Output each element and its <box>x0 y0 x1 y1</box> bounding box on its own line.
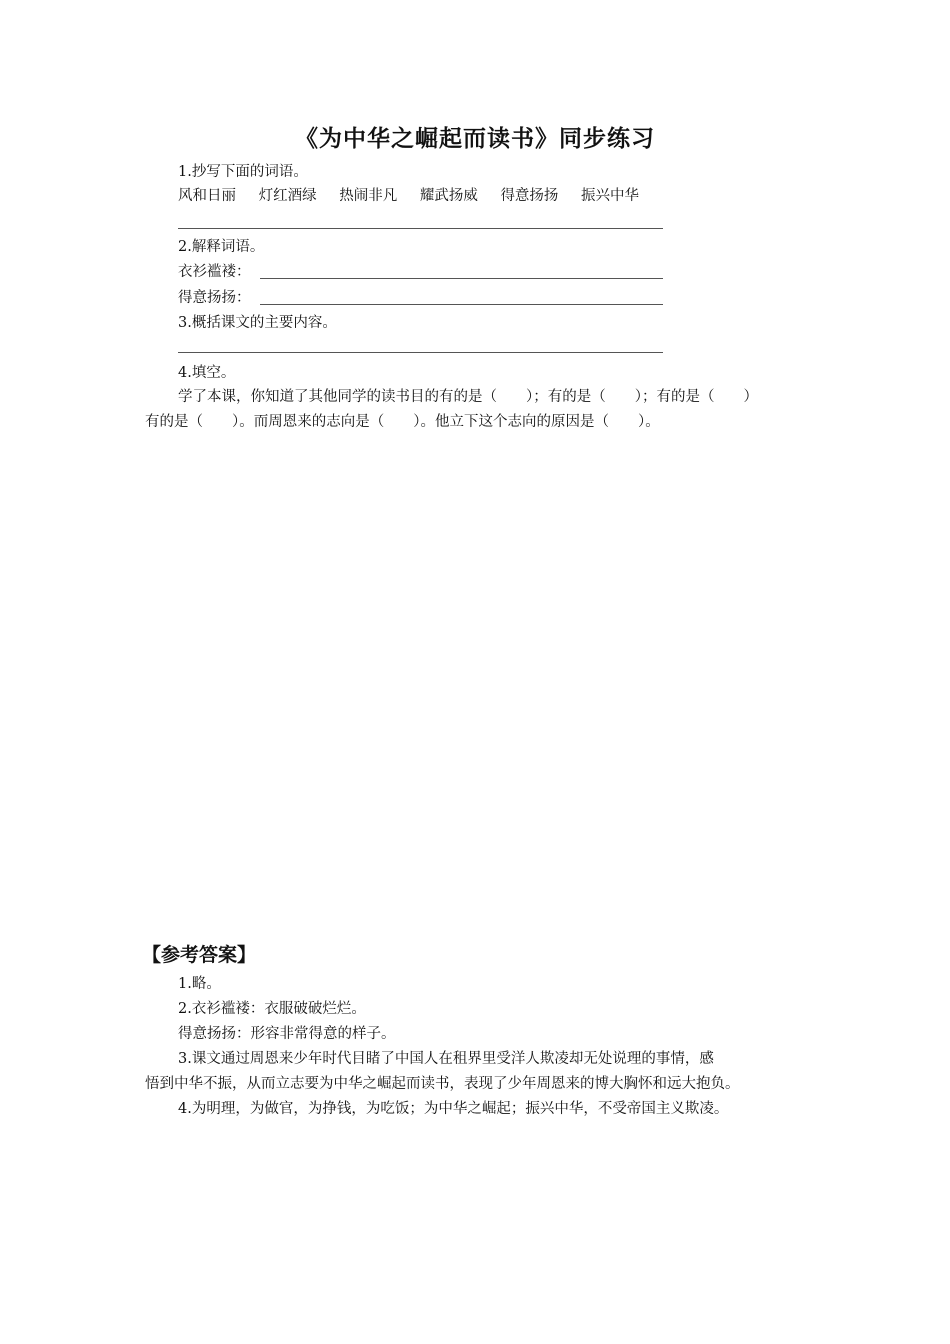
answers-heading: 【参考答案】 <box>142 944 257 966</box>
question-4-prompt: 4.填空。 <box>178 365 236 381</box>
answer-3-line-1: 3.课文通过周恩来少年时代目睹了中国人在租界里受洋人欺凌却无处说理的事情，感 <box>178 1051 714 1067</box>
question-2-item-1: 衣衫褴褛： <box>178 264 251 280</box>
word-4: 耀武扬威 <box>419 188 478 204</box>
answer-line-q1 <box>178 228 663 229</box>
answer-3-line-2: 悟到中华不振，从而立志要为中华之崛起而读书，表现了少年周恩来的博大胸怀和远大抱负。 <box>145 1076 740 1092</box>
answer-1: 1.略。 <box>178 976 221 992</box>
answer-2-line-2: 得意扬扬：形容非常得意的样子。 <box>178 1026 396 1042</box>
question-2-item-2: 得意扬扬： <box>178 290 251 306</box>
answer-line-q2-item-1 <box>260 278 663 279</box>
question-2-prompt: 2.解释词语。 <box>178 239 265 255</box>
question-1-words <box>178 187 639 205</box>
word-3: 热闹非凡 <box>339 188 398 204</box>
question-4-line-2: 有的是（ ）。而周恩来的志向是（ ）。他立下这个志向的原因是（ ）。 <box>145 414 660 430</box>
word-5: 得意扬扬 <box>500 188 559 204</box>
answer-line-q3 <box>178 352 663 353</box>
answer-line-q2-item-2 <box>260 304 663 305</box>
word-2: 灯红酒绿 <box>258 188 317 204</box>
answer-2-line-1: 2.衣衫褴褛：衣服破破烂烂。 <box>178 1001 366 1017</box>
question-1-prompt: 1.抄写下面的词语。 <box>178 164 308 180</box>
word-1: 风和日丽 <box>178 188 236 204</box>
page-title: 《为中华之崛起而读书》同步练习 <box>295 126 655 152</box>
word-6: 振兴中华 <box>581 188 640 204</box>
answer-4: 4.为明理，为做官，为挣钱，为吃饭；为中华之崛起；振兴中华，不受帝国主义欺凌。 <box>178 1101 729 1117</box>
question-4-line-1: 学了本课，你知道了其他同学的读书目的有的是（ ）；有的是（ ）；有的是（ ） <box>178 389 758 405</box>
question-3-prompt: 3.概括课文的主要内容。 <box>178 315 337 331</box>
